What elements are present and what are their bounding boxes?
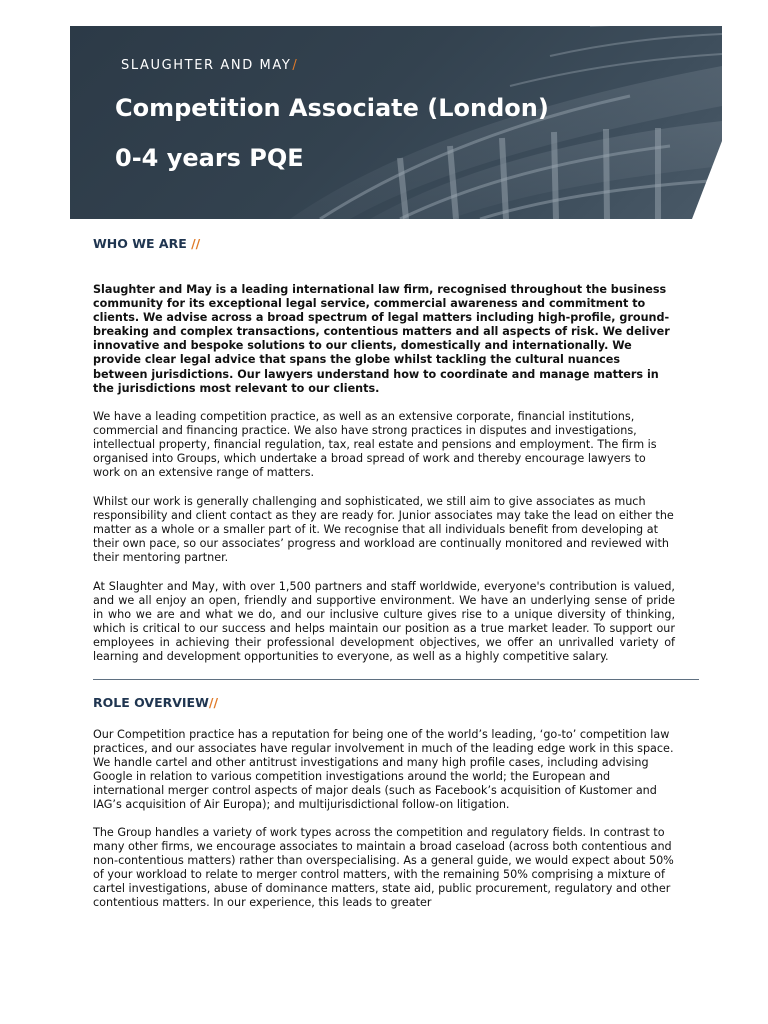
architecture-background-graphic	[70, 26, 722, 219]
brand-name: SLAUGHTER AND MAY	[121, 58, 292, 73]
who-we-are-paragraph-4: At Slaughter and May, with over 1,500 partners and staff worldwide, everyone's contribution is valued, and we all enjoy an open, friendly and supportive environment. We have an underlying sense of pride in who we are and what we do, and our inclusive culture gives rise to a unique diversity of thinking, which is critical to our success and helps maintain our position as a true market leader. To support our employees in achieving their professional development objectives, we offer an unrivalled variety of learning and development opportunities to everyone, as well as a highly competitive salary.	[93, 580, 675, 664]
role-overview-paragraph-2: The Group handles a variety of work types across the competition and regulatory fields. In contrast to many other firms, we encourage associates to maintain a broad caseload (across both contentious and non-contentious matters) rather than overspecialising. As a general guide, we would expect about 50% of your workload to relate to merger control matters, with the remaining 50% comprising a mixture of cartel investigations, abuse of dominance matters, state aid, public procurement, regulatory and other contentious matters. In our experience, this leads to greater	[93, 826, 674, 910]
role-overview-heading	[93, 695, 218, 710]
who-we-are-paragraph-2: We have a leading competition practice, as well as an extensive corporate, financial institutions, commercial and financing practice. We also have strong practices in disputes and investigations, intellectual property, financial regulation, tax, real estate and pensions and employment. The firm is organised into Groups, which undertake a broad spread of work and thereby encourage lawyers to work on an extensive range of matters.	[93, 410, 657, 480]
role-overview-heading-text: ROLE OVERVIEW	[93, 695, 209, 710]
section-divider	[93, 679, 699, 680]
brand-slash-marker: /	[292, 58, 299, 73]
who-we-are-heading	[93, 236, 200, 251]
job-title: Competition Associate (London)	[115, 94, 549, 122]
brand-logo	[121, 58, 298, 73]
header-banner	[70, 26, 722, 219]
who-we-are-heading-text: WHO WE ARE	[93, 236, 187, 251]
role-overview-heading-marker: //	[208, 695, 219, 710]
who-we-are-paragraph-3: Whilst our work is generally challenging and sophisticated, we still aim to give associates as much responsibility and client contact as they are ready for. Junior associates may take the lead on either the matter as a whole or a smaller part of it. We recognise that all individuals benefit from developing at their own pace, so our associates’ progress and workload are continually monitored and reviewed with their mentoring partner.	[93, 495, 674, 565]
experience-requirement: 0-4 years PQE	[115, 144, 304, 172]
role-overview-paragraph-1: Our Competition practice has a reputation for being one of the world’s leading, ‘go-to’ competition law practices, and our associates have regular involvement in much of the leading edge work in this space. We handle cartel and other antitrust investigations and many high profile cases, including advising Google in relation to various competition investigations around the world; the European and international merger control aspects of major deals (such as Facebook’s acquisition of Kustomer and IAG’s acquisition of Air Europa); and multijurisdictional follow-on litigation.	[93, 728, 674, 812]
who-we-are-heading-marker: //	[186, 236, 201, 251]
who-we-are-paragraph-1: Slaughter and May is a leading international law firm, recognised throughout the business community for its exceptional legal service, commercial awareness and commitment to clients. We advise across a broad spectrum of legal matters including high-profile, ground-breaking and complex transactions, contentious matters and all aspects of risk. We deliver innovative and bespoke solutions to our clients, domestically and internationally. We provide clear legal advice that spans the globe whilst tackling the cultural nuances between jurisdictions. Our lawyers understand how to coordinate and manage matters in the jurisdictions most relevant to our clients.	[93, 283, 670, 395]
